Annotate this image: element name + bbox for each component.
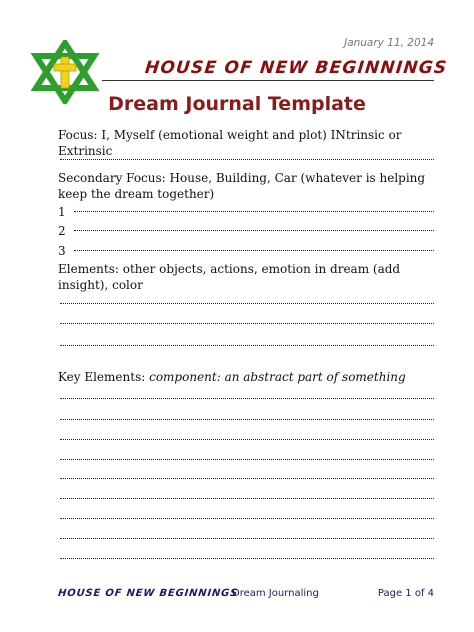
key-elements-line[interactable] (60, 493, 434, 499)
key-elements-line[interactable] (60, 454, 434, 460)
key-elements-line[interactable] (60, 473, 434, 479)
elements-prompt: Elements: other objects, actions, emotion in dream (add insight), color (58, 262, 401, 292)
item-line (74, 250, 434, 251)
date-label: January 11, 2014 (344, 37, 434, 49)
header-rule (102, 80, 434, 81)
elements-line[interactable] (60, 298, 434, 304)
secondary-item-row[interactable] (58, 204, 434, 220)
focus-prompt: Focus: I, Myself (emotional weight and plot) INtrinsic or Extrinsic (58, 128, 402, 158)
footer-section: Dream Journaling (232, 588, 319, 599)
key-elements-line[interactable] (60, 393, 434, 399)
item-number: 1 (58, 205, 66, 219)
key-elements-line[interactable] (60, 513, 434, 519)
page-title: Dream Journal Template (108, 93, 366, 115)
focus-line[interactable] (60, 154, 434, 160)
secondary-focus-prompt: Secondary Focus: House, Building, Car (whatever is helping keep the dream together) (58, 171, 426, 201)
key-elements-prompt (58, 369, 440, 385)
footer-org-name: HOUSE OF NEW BEGINNINGS (57, 588, 239, 599)
key-elements-line[interactable] (60, 553, 434, 559)
secondary-item-row[interactable] (58, 243, 434, 259)
item-line (74, 230, 434, 231)
elements-line[interactable] (60, 340, 434, 346)
key-elements-label: Key Elements: (58, 370, 146, 384)
org-name-heading: HOUSE OF NEW BEGINNINGS (143, 58, 449, 78)
item-number: 2 (58, 224, 66, 238)
key-elements-line[interactable] (60, 414, 434, 420)
elements-line[interactable] (60, 318, 434, 324)
item-number: 3 (58, 244, 66, 258)
key-elements-definition: component: an abstract part of something (149, 370, 406, 384)
secondary-item-row[interactable] (58, 223, 434, 239)
key-elements-line[interactable] (60, 533, 434, 539)
item-line (74, 211, 434, 212)
footer-page-number: Page 1 of 4 (377, 588, 434, 599)
key-elements-line[interactable] (60, 434, 434, 440)
